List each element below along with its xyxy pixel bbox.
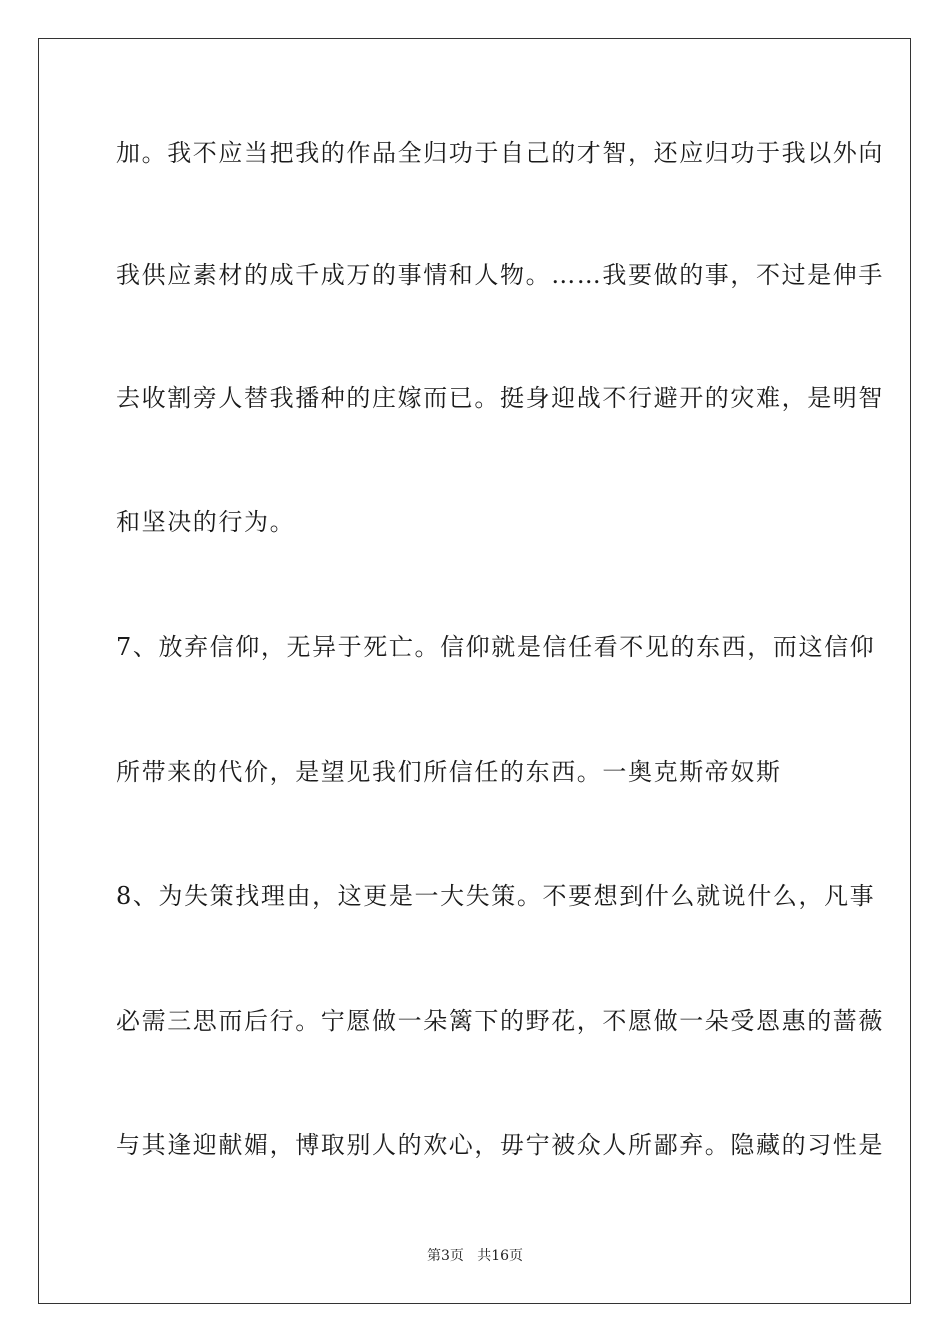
body-text-line: 7、放弃信仰，无异于死亡。信仰就是信任看不见的东西，而这信仰	[116, 633, 876, 661]
page-number: 3	[440, 1248, 450, 1264]
body-text-line: 必需三思而后行。宁愿做一朵篱下的野花，不愿做一朵受恩惠的蔷薇	[116, 1007, 884, 1035]
body-text-line: 去收割旁人替我播种的庄嫁而已。挺身迎战不行避开的灾难，是明智	[116, 384, 884, 412]
total-pages: 16	[491, 1248, 510, 1264]
page-footer	[0, 1246, 950, 1266]
body-text-line: 所带来的代价，是望见我们所信任的东西。一奥克斯帝奴斯	[116, 758, 782, 786]
body-text-line: 加。我不应当把我的作品全归功于自己的才智，还应归功于我以外向	[116, 139, 884, 167]
body-text-line: 我供应素材的成千成万的事情和人物。……我要做的事，不过是伸手	[116, 261, 884, 289]
page-label-prefix: 第	[426, 1248, 441, 1264]
body-text-line: 与其逢迎献媚，博取别人的欢心，毋宁被众人所鄙弃。隐藏的习性是	[116, 1131, 884, 1159]
total-pages-suffix: 页	[509, 1248, 524, 1264]
page-border	[38, 38, 911, 1304]
body-text-line: 和坚决的行为。	[116, 508, 296, 536]
body-text-line: 8、为失策找理由，这更是一大失策。不要想到什么就说什么，凡事	[116, 882, 876, 910]
page-label-suffix: 页	[449, 1248, 464, 1264]
total-pages-prefix: 共	[477, 1248, 492, 1264]
